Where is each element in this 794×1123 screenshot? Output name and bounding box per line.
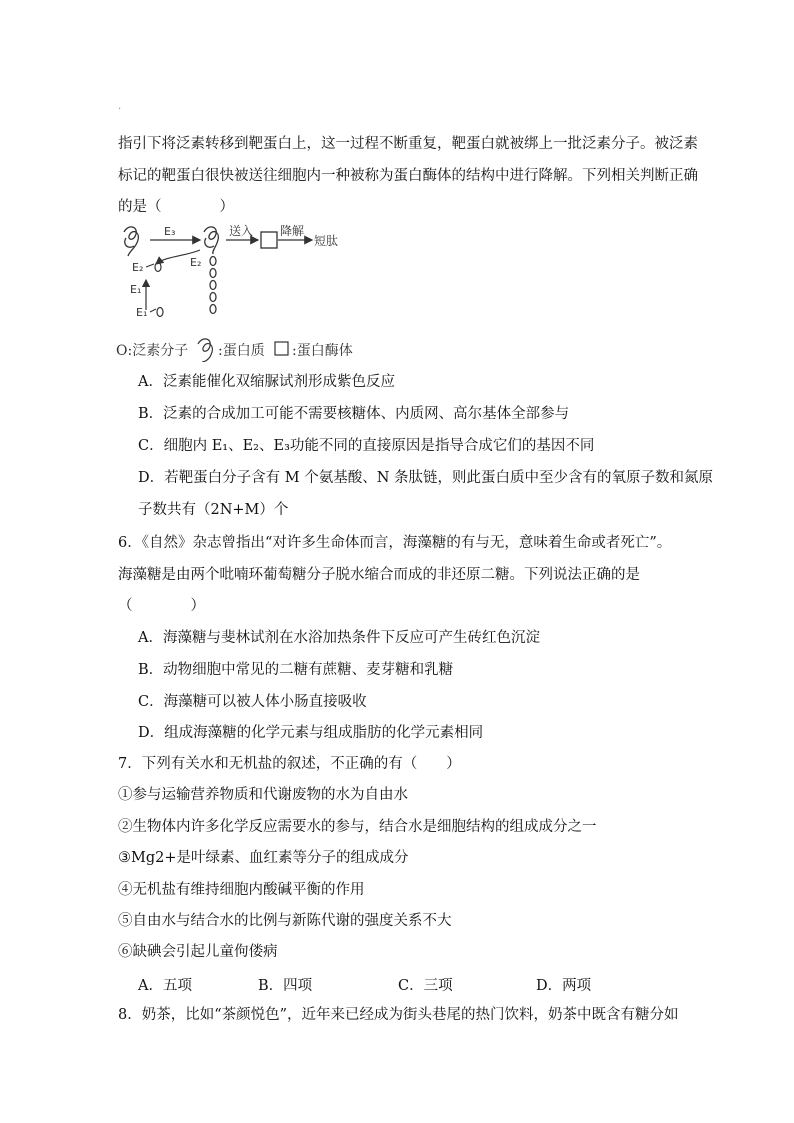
q5-option-c: C．细胞内 E₁、E₂、E₃功能不同的直接原因是指导合成它们的基因不同 [138,438,595,454]
tagged-protein-icon [204,227,218,314]
q6-stem-line-2: 海藻糖是由两个吡喃环葡萄糖分子脱水缩合而成的非还原二糖。下列说法正确的是 [118,567,640,583]
q7-item-2: ②生物体内许多化学反应需要水的参与，结合水是细胞结构的组成成分之一 [118,819,597,835]
q7-stem: 7．下列有关水和无机盐的叙述，不正确的有（ ） [118,756,461,772]
e2-label-left: E₂ [132,261,144,274]
ubiquitin-molecule [155,263,161,272]
q5-stem-line-2: 标记的靶蛋白很快被送往细胞内一种被称为蛋白酶体的结构中进行降解。下列相关判断正确 [118,168,698,184]
q7-option-a: A．五项 [138,978,192,994]
q5-option-d-line-1: D．若靶蛋白分子含有 M 个氨基酸、N 条肽链，则此蛋白质中至少含有的氧原子数和氮原 [138,470,713,486]
ubiquitin-molecule [157,308,163,317]
q6-option-d: D．组成海藻糖的化学元素与组成脂肪的化学元素相同 [138,725,484,741]
q8-stem-line-1: 8．奶茶，比如“茶颜悦色”，近年来已经成为街头巷尾的热门饮料，奶茶中既含有糖分如 [118,1007,679,1023]
q6-stem-line-1: 6．《自然》杂志曾指出“对许多生命体而言，海藻糖的有与无，意味着生命或者死亡”。 [118,535,672,551]
q7-option-b: B．四项 [258,978,313,994]
e3-label: E₃ [164,225,176,238]
ubiquitin-pathway-diagram [116,222,396,327]
diagram-legend [116,336,376,362]
target-protein-icon [124,227,138,256]
legend-ubiquitin: O:泛素分子 [116,343,189,359]
send-in-label: 送入 [229,224,254,238]
q7-item-6: ⑥缺碘会引起儿童佝偻病 [118,944,278,960]
q6-stem-line-3: （ ） [118,598,205,614]
q5-option-d-line-2: 子数共有（2N+M）个 [138,502,289,518]
q5-option-a: A．泛素能催化双缩脲试剂形成紫色反应 [138,374,395,390]
legend-protein: :蛋白质 [218,343,265,359]
q7-item-3: ③Mg2+是叶绿素、血红素等分子的组成成分 [118,850,409,866]
q6-option-c: C．海藻糖可以被人体小肠直接吸收 [138,694,367,710]
protein-legend-icon [194,336,216,362]
q7-item-1: ①参与运输营养物质和代谢废物的水为自由水 [118,787,408,803]
q7-option-d: D．两项 [536,978,592,994]
q6-option-a: A．海藻糖与斐林试剂在水浴加热条件下反应可产生砖红色沉淀 [138,630,540,646]
e1-label-upper: E₁ [130,283,142,296]
q6-option-b: B．动物细胞中常见的二糖有蔗糖、麦芽糖和乳糖 [138,662,454,678]
q5-stem-line-3: 的是（ ） [118,199,234,215]
proteasome-legend-icon [274,341,290,357]
q7-item-4: ④无机盐有维持细胞内酸碱平衡的作用 [118,882,365,898]
legend-proteasome: :蛋白酶体 [292,343,353,359]
e1-label-lower: E₁ [136,306,148,319]
short-peptide-label: 短肽 [314,234,339,248]
proteasome-box [261,232,277,248]
q5-stem-line-1: 指引下将泛素转移到靶蛋白上，这一过程不断重复，靶蛋白就被绑上一批泛素分子。被泛素 [118,136,698,152]
q5-option-b: B．泛素的合成加工可能不需要核糖体、内质网、高尔基体全部参与 [138,406,570,422]
q7-option-c: C．三项 [398,978,453,994]
q7-item-5: ⑤自由水与结合水的比例与新陈代谢的强度关系不大 [118,913,452,929]
scan-dot: · [118,104,122,115]
degrade-label: 降解 [280,224,305,238]
e2-label-right: E₂ [190,256,202,269]
